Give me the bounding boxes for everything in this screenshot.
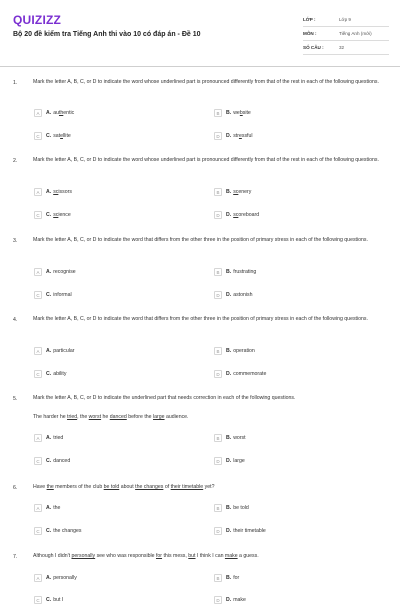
option-b[interactable]: B B. worst xyxy=(214,433,246,443)
option-a[interactable]: A A. au th entic xyxy=(34,108,74,118)
option-box: B xyxy=(214,109,222,117)
option-c[interactable]: C C. informal xyxy=(34,290,72,300)
option-box: D xyxy=(214,291,222,299)
option-box: D xyxy=(214,132,222,140)
option-box: C xyxy=(34,457,42,465)
option-a[interactable]: A A. particular xyxy=(34,346,75,356)
option-box: A xyxy=(34,574,42,582)
document-title: Bộ 20 đề kiểm tra Tiếng Anh thi vào 10 có đáp án - Đề 10 xyxy=(13,31,201,38)
question-text: Mark the letter A, B, C, or D to indicate the word that differs from the other three in the position of primary stress in each of the following questions. xyxy=(33,237,368,243)
option-d[interactable]: D D. sc oreboard xyxy=(214,210,259,220)
option-a[interactable]: A A. the xyxy=(34,503,60,513)
option-box: C xyxy=(34,596,42,604)
option-a[interactable]: A A. sc issors xyxy=(34,187,72,197)
option-box: C xyxy=(34,370,42,378)
option-b[interactable]: B B. for xyxy=(214,573,239,583)
option-box: B xyxy=(214,347,222,355)
meta-table xyxy=(303,13,389,55)
question-number: 4. xyxy=(13,317,18,323)
option-c[interactable]: C C. danced xyxy=(34,456,70,466)
option-a[interactable]: A A. personally xyxy=(34,573,77,583)
meta-row-class xyxy=(303,13,389,27)
option-d[interactable]: D D. commemorate xyxy=(214,369,266,379)
option-c[interactable]: C C. but I xyxy=(34,595,63,605)
option-box: B xyxy=(214,268,222,276)
option-box: D xyxy=(214,457,222,465)
option-box: B xyxy=(214,434,222,442)
option-box: B xyxy=(214,188,222,196)
meta-value: Tiếng Anh (mới) xyxy=(339,31,372,36)
option-box: D xyxy=(214,370,222,378)
option-d[interactable]: D D. make xyxy=(214,595,246,605)
option-c[interactable]: C C. sc ience xyxy=(34,210,71,220)
option-a[interactable]: A A. tried xyxy=(34,433,63,443)
option-box: A xyxy=(34,268,42,276)
question-sentence: The harder he tried, the worst he danced before the large audience. xyxy=(33,414,189,420)
question-number: 2. xyxy=(13,158,18,164)
question-number: 7. xyxy=(13,554,18,560)
question-text: Mark the letter A, B, C, or D to indicate the word whose underlined part is pronounced differently from that of the rest in each of the following questions. xyxy=(33,79,379,85)
option-box: C xyxy=(34,132,42,140)
quizizz-logo[interactable]: QUIZIZZ xyxy=(13,13,62,27)
question-text: Mark the letter A, B, C, or D to indicate the underlined part that needs correction in each of the following questions. xyxy=(33,395,296,401)
question-number: 6. xyxy=(13,485,18,491)
option-box: A xyxy=(34,188,42,196)
question-text: Although I didn't personally see who was responsible for this mess, but I think I can make a guess. xyxy=(33,553,259,559)
meta-key: SỐ CÂU : xyxy=(303,45,324,50)
question-text: Mark the letter A, B, C, or D to indicate the word whose underlined part is pronounced differently from that of the rest in each of the following questions. xyxy=(33,157,379,163)
option-c[interactable]: C C. sat e llite xyxy=(34,131,71,141)
meta-row-subject xyxy=(303,27,389,41)
header-divider xyxy=(0,66,400,67)
option-box: A xyxy=(34,434,42,442)
question-number: 5. xyxy=(13,396,18,402)
option-d[interactable]: D D. their timetable xyxy=(214,526,266,536)
question-number: 1. xyxy=(13,80,18,86)
option-box: B xyxy=(214,574,222,582)
option-a[interactable]: A A. recognise xyxy=(34,267,76,277)
option-d[interactable]: D D. astonish xyxy=(214,290,253,300)
option-b[interactable]: B B. operation xyxy=(214,346,255,356)
option-d[interactable]: D D. str e ssful xyxy=(214,131,253,141)
option-box: A xyxy=(34,109,42,117)
option-box: A xyxy=(34,347,42,355)
meta-value: 32 xyxy=(339,45,345,50)
question-number: 3. xyxy=(13,238,18,244)
option-box: C xyxy=(34,211,42,219)
option-c[interactable]: C C. the changes xyxy=(34,526,81,536)
question-text: Have the members of the club be told about the changes of their timetable yet? xyxy=(33,484,215,490)
meta-row-count xyxy=(303,41,389,55)
option-box: C xyxy=(34,527,42,535)
option-box: D xyxy=(214,211,222,219)
meta-value: Lớp 9 xyxy=(339,17,351,22)
option-b[interactable]: B B. sc enery xyxy=(214,187,251,197)
option-box: D xyxy=(214,596,222,604)
option-box: B xyxy=(214,504,222,512)
option-b[interactable]: B B. frustrating xyxy=(214,267,256,277)
page-header xyxy=(0,0,400,66)
meta-key: MÔN : xyxy=(303,31,317,36)
option-c[interactable]: C C. ability xyxy=(34,369,66,379)
option-b[interactable]: B B. be told xyxy=(214,503,249,513)
option-d[interactable]: D D. large xyxy=(214,456,245,466)
option-box: D xyxy=(214,527,222,535)
question-text: Mark the letter A, B, C, or D to indicate the word that differs from the other three in the position of primary stress in each of the following questions. xyxy=(33,316,368,322)
option-box: C xyxy=(34,291,42,299)
option-box: A xyxy=(34,504,42,512)
option-b[interactable]: B B. we b site xyxy=(214,108,251,118)
meta-key: LỚP : xyxy=(303,17,316,22)
